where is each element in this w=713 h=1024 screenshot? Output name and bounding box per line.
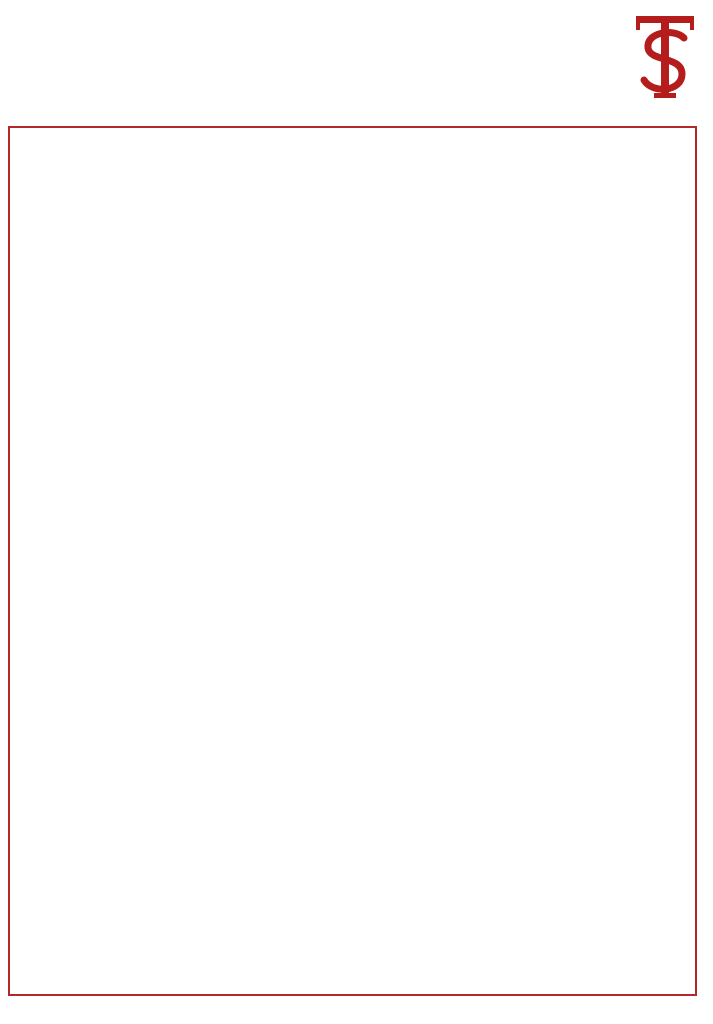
parish-logo-icon [634,14,696,100]
weekly-calendar [8,126,697,996]
